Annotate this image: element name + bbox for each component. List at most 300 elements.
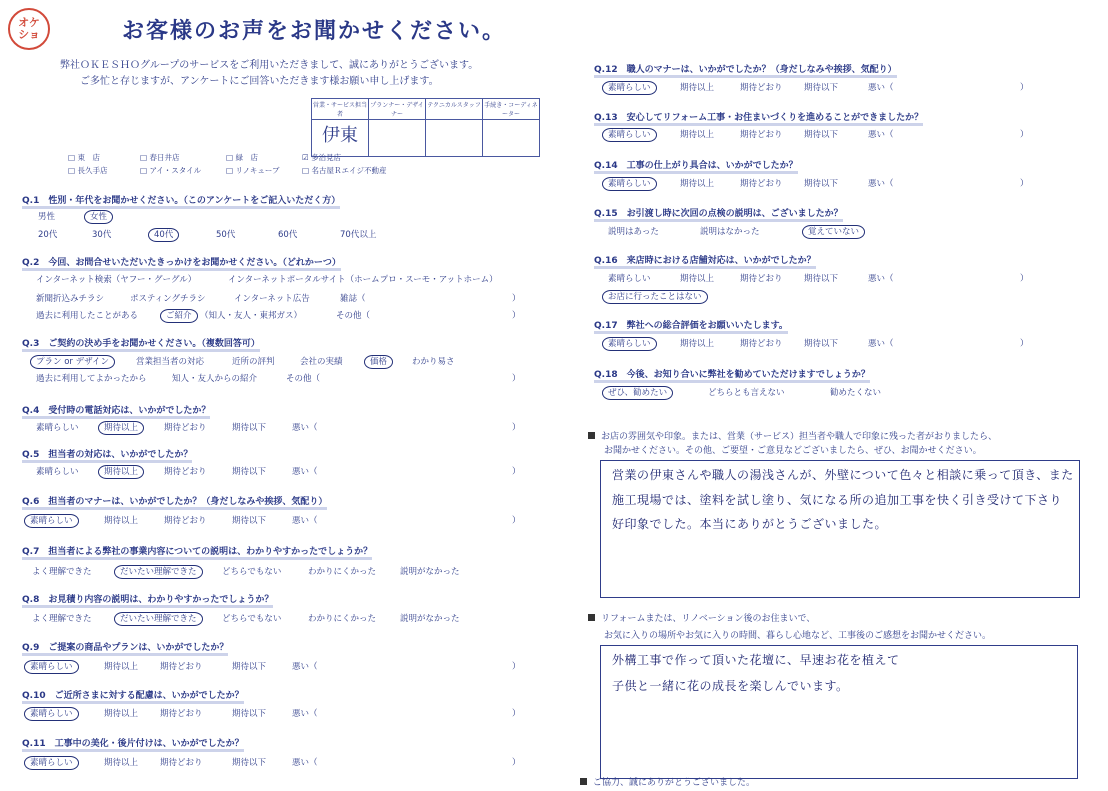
answer-label: （知人・友人・東邦ガス） — [200, 311, 303, 321]
answer-label: 期待どおり — [164, 516, 207, 526]
answer-option[interactable] — [804, 337, 838, 349]
answer-label: 期待どおり — [740, 179, 783, 189]
close-paren: ） — [1020, 130, 1029, 140]
selected-answer: ぜひ、勧めたい — [602, 386, 673, 400]
question-label: Q.18 今後、お知り合いに弊社を勧めていただけますでしょうか？ — [594, 370, 870, 380]
answer-option[interactable] — [130, 292, 205, 304]
right-question-2 — [594, 158, 798, 171]
answer-option[interactable] — [120, 612, 203, 624]
answer-label: 期待どおり — [164, 423, 207, 433]
answer-label: 素晴らしい — [608, 274, 651, 284]
answer-option[interactable] — [830, 386, 881, 398]
answer-label: 期待以下 — [804, 339, 839, 349]
answer-label: ポスティングチラシ — [130, 294, 206, 304]
answer-option[interactable] — [38, 228, 57, 240]
answer-option[interactable] — [36, 465, 79, 477]
intro-line-2: ご多忙と存じますが、アンケートにご回答いただきます様お願い申し上げます。 — [80, 76, 439, 87]
answer-label: 期待以下 — [804, 274, 839, 284]
answer-option[interactable] — [228, 273, 498, 285]
answer-option[interactable] — [370, 355, 393, 367]
selected-answer: 覚えていない — [802, 225, 865, 239]
answer-label: わかり易さ — [412, 357, 455, 367]
answer-label: 期待以下 — [804, 130, 839, 140]
answer-option[interactable] — [222, 612, 281, 624]
comment2-prompt-2: お気に入りの場所やお気に入りの時間、暮らし心地など、工事後のご感想をお聞かせください。 — [604, 631, 992, 641]
answer-option[interactable] — [680, 128, 714, 140]
question-underline — [22, 605, 273, 608]
answer-label: 近所の評判 — [232, 357, 275, 367]
answer-option[interactable] — [608, 337, 657, 349]
store-option[interactable]: ☑ 多治見店 — [302, 153, 342, 162]
answer-option[interactable] — [30, 514, 79, 526]
answer-label: 50代 — [216, 230, 236, 240]
answer-option[interactable] — [608, 177, 657, 189]
answer-option[interactable] — [868, 81, 894, 93]
question-underline — [594, 331, 788, 334]
answer-label: 期待以下 — [232, 758, 267, 768]
selected-answer: ご紹介 — [160, 309, 198, 323]
answer-option[interactable] — [868, 128, 894, 140]
question-label: Q.3 ご契約の決め手をお聞かせください。（複数回答可） — [22, 339, 260, 349]
staff-header: 営業・サービス担当者 — [312, 99, 369, 120]
answer-option[interactable] — [30, 756, 79, 768]
question-underline — [22, 507, 327, 510]
answer-option[interactable] — [154, 228, 179, 240]
answer-label: 期待以下 — [232, 423, 267, 433]
answer-option[interactable] — [608, 386, 673, 398]
close-paren: ） — [512, 709, 521, 719]
close-paren: ） — [512, 294, 521, 304]
staff-cell[interactable] — [369, 120, 426, 157]
question-underline — [594, 219, 843, 222]
answer-option[interactable] — [120, 565, 203, 577]
answer-label: インターネットポータルサイト（ホームプロ・スーモ・アットホーム） — [228, 275, 498, 285]
question-underline — [594, 266, 816, 269]
answer-option[interactable] — [740, 81, 783, 93]
question-underline — [22, 268, 341, 271]
selected-answer: 期待以上 — [98, 465, 144, 479]
answer-option[interactable] — [308, 612, 376, 624]
square-bullet-icon — [588, 614, 595, 621]
answer-label: 期待以上 — [680, 274, 715, 284]
answer-label: 勧めたくない — [830, 388, 882, 398]
store-option[interactable]: □ 春日井店 — [140, 153, 180, 162]
selected-answer: お店に行ったことはない — [602, 290, 708, 304]
comment2-line: 外構工事で作って頂いた花壇に、早速お花を植えて — [612, 653, 900, 667]
answer-label: 期待以上 — [680, 130, 715, 140]
left-question-6 — [22, 544, 372, 557]
question-label: Q.1 性別・年代をお聞かせください。（このアンケートをご記入いただく方） — [22, 196, 341, 206]
comment1-line: 施工現場では、塗料を試し塗り、気になる所の追加工事を快く引き受けて下さり — [612, 493, 1063, 507]
answer-option[interactable] — [104, 756, 138, 768]
answer-option[interactable] — [36, 372, 147, 384]
question-label: Q.8 お見積り内容の説明は、わかりやすかったでしょうか？ — [22, 595, 274, 605]
close-paren: ） — [1020, 274, 1029, 284]
answer-option[interactable] — [92, 228, 111, 240]
answer-label: 期待以上 — [104, 516, 139, 526]
selected-answer: 素晴らしい — [602, 177, 657, 191]
answer-option[interactable] — [680, 337, 714, 349]
answer-option[interactable] — [608, 290, 708, 302]
question-label: Q.7 担当者による弊社の事業内容についての説明は、わかりやすかったでしょうか？ — [22, 547, 373, 557]
left-question-9 — [22, 688, 244, 701]
comment1-prompt-2: お聞かせください。その他、ご要望・ご意見などございましたら、ぜひ、お聞かせください。 — [604, 446, 982, 456]
selected-answer: 期待以上 — [98, 421, 144, 435]
store-option[interactable]: □ アイ・スタイル — [140, 166, 202, 175]
question-label: Q.12 職人のマナーは、いかがでしたか？（身だしなみや挨拶、気配り） — [594, 65, 897, 75]
answer-option[interactable] — [292, 756, 318, 768]
selected-answer: 素晴らしい — [602, 337, 657, 351]
answer-label: 期待どおり — [164, 467, 207, 477]
answer-label: 知人・友人からの紹介 — [172, 374, 258, 384]
answer-label: 期待どおり — [160, 662, 203, 672]
selected-answer: 素晴らしい — [24, 514, 79, 528]
close-paren: ） — [512, 516, 521, 526]
answer-label: 期待どおり — [740, 274, 783, 284]
left-question-1 — [22, 255, 341, 268]
selected-answer: 40代 — [148, 228, 179, 242]
selected-answer: 女性 — [84, 210, 113, 224]
question-underline — [22, 460, 192, 463]
answer-label: 素晴らしい — [36, 423, 79, 433]
right-question-6 — [594, 367, 870, 380]
answer-option[interactable] — [232, 465, 266, 477]
answer-label: よく理解できた — [32, 567, 92, 577]
answer-option[interactable] — [30, 660, 79, 672]
question-underline — [594, 380, 870, 383]
answer-label: どちらでもない — [222, 614, 282, 624]
staff-header: 手続き・コーディネーター — [483, 99, 540, 120]
answer-label: 期待どおり — [160, 758, 203, 768]
answer-option[interactable] — [708, 386, 785, 398]
answer-option[interactable] — [680, 272, 714, 284]
comment1-prompt: お店の雰囲気や印象。または、営業（サービス）担当者や職人で印象に残った者がおりましたら、 — [588, 429, 997, 442]
answer-label: 期待以上 — [104, 758, 139, 768]
answer-option[interactable] — [608, 81, 657, 93]
store-option[interactable]: □ 緑 店 — [226, 153, 258, 162]
answer-label: 過去に利用したことがある — [36, 311, 139, 321]
question-underline — [594, 75, 897, 78]
right-question-0 — [594, 62, 897, 75]
answer-option[interactable] — [164, 465, 207, 477]
answer-option[interactable] — [680, 81, 714, 93]
answer-option[interactable] — [160, 660, 203, 672]
answer-label: 期待以下 — [232, 709, 267, 719]
answer-option[interactable] — [740, 177, 783, 189]
selected-answer: 素晴らしい — [602, 81, 657, 95]
staff-signature[interactable]: 伊東 — [312, 120, 369, 157]
answer-option[interactable] — [308, 565, 376, 577]
question-label: Q.15 お引渡し時に次回の点検の説明は、ございましたか？ — [594, 209, 843, 219]
intro-line-1: 弊社ＯＫＥＳＨＯグループのサービスをご利用いただきまして、誠にありがとうございます。 — [60, 60, 479, 71]
answer-option[interactable] — [36, 355, 115, 367]
answer-option[interactable] — [804, 177, 838, 189]
answer-option[interactable] — [160, 707, 203, 719]
answer-option[interactable] — [808, 225, 865, 237]
question-label: Q.2 今回、お問合せいただいたきっかけをお聞かせください。（どれかーつ） — [22, 258, 341, 268]
question-label: Q.9 ご提案の商品やプランは、いかがでしたか？ — [22, 643, 229, 653]
answer-label: 期待以下 — [232, 662, 267, 672]
answer-label: 雑誌（ — [340, 294, 366, 304]
answer-label: 悪い（ — [292, 662, 318, 672]
answer-option[interactable] — [292, 660, 318, 672]
comment2-line: 子供と一緒に花の成長を楽しんでいます。 — [612, 679, 849, 693]
question-underline — [22, 701, 244, 704]
right-question-4 — [594, 253, 816, 266]
question-underline — [594, 123, 923, 126]
answer-label: 悪い（ — [868, 130, 894, 140]
left-question-8 — [22, 640, 228, 653]
close-paren: ） — [1020, 339, 1029, 349]
comment1-line: 営業の伊東さんや職人の湯浅さんが、外壁について色々と相談に乗って頂き、また — [612, 468, 1074, 482]
selected-answer: プラン or デザイン — [30, 355, 115, 369]
answer-label: 悪い（ — [292, 516, 318, 526]
question-underline — [594, 171, 798, 174]
answer-label: 説明はあった — [608, 227, 659, 237]
right-question-5 — [594, 318, 788, 331]
answer-label: 期待以下 — [804, 83, 839, 93]
close-paren: ） — [512, 374, 521, 384]
answer-option[interactable] — [340, 228, 376, 240]
answer-option[interactable] — [36, 273, 196, 285]
answer-option[interactable] — [232, 421, 266, 433]
selected-answer: だいたい理解できた — [114, 612, 203, 626]
answer-option[interactable] — [216, 228, 235, 240]
answer-option[interactable] — [232, 355, 275, 367]
left-question-7 — [22, 592, 273, 605]
comment2-prompt: リフォームまたは、リノベーション後のお住まいで、 — [588, 611, 815, 624]
answer-option[interactable] — [292, 421, 318, 433]
staff-cell[interactable] — [426, 120, 483, 157]
question-label: Q.5 担当者の対応は、いかがでしたか？ — [22, 450, 193, 460]
store-option[interactable]: □ リノキューブ — [226, 166, 280, 175]
store-option[interactable]: □ 長久手店 — [68, 166, 108, 175]
staff-header: プランナー・デザイナー — [369, 99, 426, 120]
answer-label: インターネット検索（ヤフー・グーグル） — [36, 275, 197, 285]
answer-label: 期待どおり — [740, 130, 783, 140]
right-question-1 — [594, 110, 923, 123]
answer-option[interactable] — [32, 565, 92, 577]
answer-option[interactable] — [740, 128, 783, 140]
answer-option[interactable] — [608, 225, 659, 237]
right-question-3 — [594, 206, 843, 219]
answer-option[interactable] — [868, 337, 894, 349]
question-label: Q.6 担当者のマナーは、いかがでしたか？（身だしなみや挨拶、気配り） — [22, 497, 328, 507]
answer-label: 男性 — [38, 212, 56, 222]
answer-label: 20代 — [38, 230, 58, 240]
question-underline — [22, 557, 372, 560]
answer-option[interactable] — [30, 707, 79, 719]
selected-answer: 価格 — [364, 355, 393, 369]
answer-option[interactable] — [400, 565, 460, 577]
answer-option[interactable] — [172, 372, 257, 384]
answer-option[interactable] — [292, 514, 318, 526]
answer-option[interactable] — [104, 707, 138, 719]
square-bullet-icon — [580, 778, 587, 785]
answer-option[interactable] — [300, 355, 343, 367]
answer-option[interactable] — [104, 660, 138, 672]
answer-label: 説明はなかった — [700, 227, 760, 237]
answer-label: 期待どおり — [740, 83, 783, 93]
question-underline — [22, 416, 210, 419]
answer-option[interactable] — [234, 292, 310, 304]
answer-label: 悪い（ — [292, 423, 318, 433]
question-label: Q.16 来店時における店舗対応は、いかがでしたか？ — [594, 256, 816, 266]
answer-option[interactable] — [286, 372, 320, 384]
answer-option[interactable] — [740, 337, 783, 349]
left-question-3 — [22, 403, 210, 416]
close-paren: ） — [512, 467, 521, 477]
question-underline — [22, 749, 244, 752]
answer-label: 期待以上 — [104, 662, 139, 672]
answer-option[interactable] — [868, 177, 894, 189]
question-label: Q.4 受付時の電話対応は、いかがでしたか？ — [22, 406, 211, 416]
answer-option[interactable] — [232, 660, 266, 672]
question-underline — [22, 653, 228, 656]
answer-label: その他（ — [336, 311, 371, 321]
left-question-0 — [22, 193, 340, 206]
answer-label: 期待どおり — [740, 339, 783, 349]
answer-label: 期待以上 — [104, 709, 139, 719]
answer-label: 期待以下 — [232, 467, 267, 477]
staff-header: テクニカルスタッフ — [426, 99, 483, 120]
question-label: Q.17 弊社への総合評価をお願いいたします。 — [594, 321, 788, 331]
left-question-2 — [22, 336, 260, 349]
store-option[interactable]: □ 名古屋Ｒエイジ不動産 — [302, 166, 387, 175]
answer-label: 期待以下 — [804, 179, 839, 189]
answer-label: 悪い（ — [292, 758, 318, 768]
selected-answer: だいたい理解できた — [114, 565, 203, 579]
answer-label: 悪い（ — [868, 339, 894, 349]
answer-option[interactable] — [166, 309, 198, 321]
answer-label: 悪い（ — [868, 179, 894, 189]
close-paren: ） — [512, 423, 521, 433]
question-label: Q.10 ご近所さまに対する配慮は、いかがでしたか？ — [22, 691, 244, 701]
staff-cell[interactable] — [483, 120, 540, 157]
answer-label: どちらでもない — [222, 567, 282, 577]
answer-option[interactable] — [412, 355, 455, 367]
answer-label: わかりにくかった — [308, 614, 377, 624]
answer-label: 説明がなかった — [400, 614, 460, 624]
answer-option[interactable] — [160, 756, 203, 768]
staff-table — [311, 98, 540, 157]
answer-option[interactable] — [104, 465, 144, 477]
answer-label: 会社の実績 — [300, 357, 343, 367]
close-paren: ） — [512, 758, 521, 768]
answer-option[interactable] — [804, 81, 838, 93]
answer-label: 期待以上 — [680, 339, 715, 349]
answer-label: 過去に利用してよかったから — [36, 374, 147, 384]
answer-label: 悪い（ — [292, 709, 318, 719]
answer-option[interactable] — [804, 128, 838, 140]
selected-answer: 素晴らしい — [24, 756, 79, 770]
answer-option[interactable] — [340, 292, 366, 304]
close-paren: ） — [1020, 83, 1029, 93]
answer-option[interactable] — [90, 210, 113, 222]
answer-option[interactable] — [400, 612, 460, 624]
selected-answer: 素晴らしい — [24, 660, 79, 674]
answer-label: 60代 — [278, 230, 298, 240]
question-label: Q.13 安心してリフォーム工事・お住まいづくりを進めることができましたか？ — [594, 113, 924, 123]
answer-option[interactable] — [104, 421, 144, 433]
answer-option[interactable] — [232, 514, 266, 526]
answer-option[interactable] — [292, 465, 318, 477]
footer-thanks: ご協力、誠にありがとうございました。 — [580, 775, 755, 788]
store-option[interactable]: □ 東 店 — [68, 153, 100, 162]
answer-label: 期待どおり — [160, 709, 203, 719]
answer-label: 期待以上 — [680, 179, 715, 189]
comment1-line: 好印象でした。本当にありがとうございました。 — [612, 517, 888, 531]
answer-option[interactable] — [336, 309, 370, 321]
answer-label: 悪い（ — [292, 467, 318, 477]
answer-option[interactable] — [232, 707, 266, 719]
question-underline — [22, 206, 340, 209]
answer-option[interactable] — [38, 210, 55, 222]
answer-label: 説明がなかった — [400, 567, 460, 577]
answer-label: 悪い（ — [868, 83, 894, 93]
answer-option[interactable] — [222, 565, 281, 577]
answer-label: その他（ — [286, 374, 321, 384]
left-question-4 — [22, 447, 192, 460]
answer-option[interactable] — [36, 292, 104, 304]
answer-label: 素晴らしい — [36, 467, 79, 477]
answer-option[interactable] — [164, 421, 207, 433]
answer-option[interactable] — [278, 228, 297, 240]
close-paren: ） — [1020, 179, 1029, 189]
answer-label: よく理解できた — [32, 614, 92, 624]
answer-label: どちらとも言えない — [708, 388, 785, 398]
question-underline — [22, 349, 260, 352]
answer-option[interactable] — [700, 225, 760, 237]
answer-label: 70代以上 — [340, 230, 377, 240]
company-seal: オケ ショ — [8, 8, 50, 50]
answer-label: 30代 — [92, 230, 112, 240]
answer-option[interactable] — [292, 707, 318, 719]
answer-label: インターネット広告 — [234, 294, 310, 304]
close-paren: ） — [512, 311, 521, 321]
answer-option[interactable] — [36, 421, 79, 433]
close-paren: ） — [512, 662, 521, 672]
answer-option[interactable] — [36, 309, 138, 321]
question-label: Q.14 工事の仕上がり具合は、いかがでしたか？ — [594, 161, 798, 171]
answer-option[interactable] — [232, 756, 266, 768]
selected-answer: 素晴らしい — [602, 128, 657, 142]
answer-label: 新聞折込みチラシ — [36, 294, 105, 304]
square-bullet-icon — [588, 432, 595, 439]
answer-label: 期待以下 — [232, 516, 267, 526]
answer-label: わかりにくかった — [308, 567, 377, 577]
answer-label: 営業担当者の対応 — [136, 357, 205, 367]
answer-option[interactable] — [680, 177, 714, 189]
answer-label: 悪い（ — [868, 274, 894, 284]
selected-answer: 素晴らしい — [24, 707, 79, 721]
answer-option[interactable] — [740, 272, 783, 284]
question-label: Q.11 工事中の美化・後片付けは、いかがでしたか？ — [22, 739, 244, 749]
answer-option[interactable] — [200, 309, 302, 321]
left-question-10 — [22, 736, 244, 749]
left-question-5 — [22, 494, 327, 507]
answer-option[interactable] — [868, 272, 894, 284]
page-title: お客様のお声をお聞かせください。 — [122, 19, 507, 44]
answer-option[interactable] — [32, 612, 92, 624]
answer-option[interactable] — [164, 514, 207, 526]
answer-option[interactable] — [608, 272, 651, 284]
answer-option[interactable] — [136, 355, 204, 367]
answer-option[interactable] — [608, 128, 657, 140]
answer-option[interactable] — [104, 514, 138, 526]
answer-label: 期待以上 — [680, 83, 715, 93]
answer-option[interactable] — [804, 272, 838, 284]
